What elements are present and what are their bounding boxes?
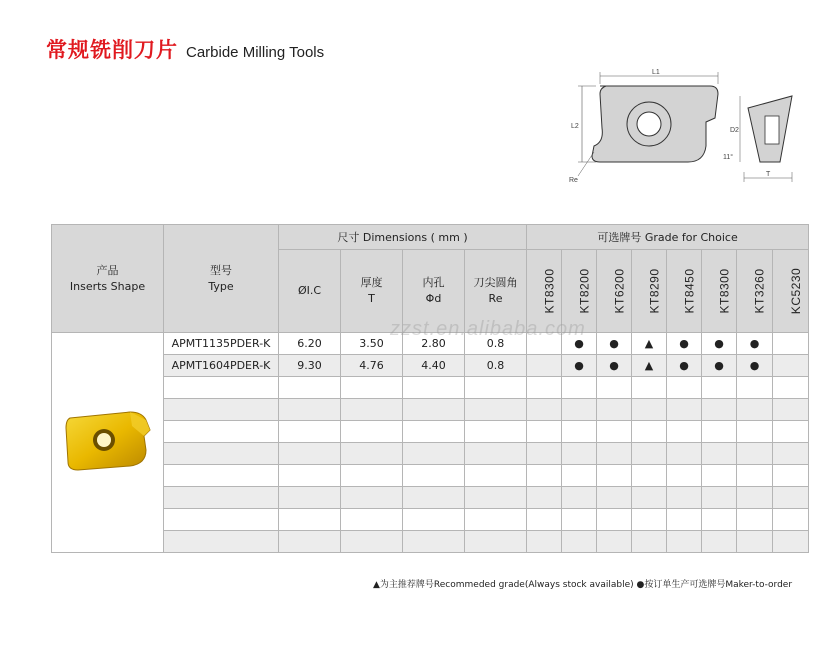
ic-cell: 6.20 [279, 333, 341, 355]
table-row [52, 333, 809, 355]
grade-legend-footnote: ▲为主推荐牌号Recommeded grade(Always stock available) ●按订单生产可选牌号Maker-to-order [373, 580, 793, 590]
thickness-cell: 4.76 [341, 355, 403, 377]
header-thickness: 厚度 T [341, 250, 403, 333]
grade-col-1: KT8300 [527, 250, 562, 333]
table-row [52, 355, 809, 377]
insert-shape-cell [52, 333, 164, 553]
type-cell: APMT1135PDER-K [164, 333, 279, 355]
grade-mark: ● [737, 333, 773, 355]
header-dimensions: 尺寸 Dimensions ( mm ) [279, 225, 527, 250]
label-t: T [766, 171, 771, 178]
label-l2: L2 [571, 123, 579, 130]
table-row-empty [52, 377, 809, 399]
grade-col-5: KT8450 [667, 250, 702, 333]
grade-mark [527, 333, 562, 355]
table-row-empty [52, 487, 809, 509]
grade-col-7: KT3260 [737, 250, 773, 333]
header-corner-radius: 刀尖圆角 Re [465, 250, 527, 333]
type-cell: APMT1604PDER-K [164, 355, 279, 377]
insert-technical-drawing [560, 66, 810, 196]
grade-mark: ● [562, 355, 597, 377]
spec-table [51, 224, 809, 553]
grade-mark [527, 355, 562, 377]
header-type: 型号 Type [164, 225, 279, 333]
header-ic: ØI.C [279, 250, 341, 333]
insert-side-view [723, 96, 792, 182]
grade-mark: ● [562, 333, 597, 355]
grade-col-6: KT8300 [702, 250, 737, 333]
table-row-empty [52, 531, 809, 553]
label-d2: D2 [730, 127, 739, 134]
grade-col-4: KT8290 [632, 250, 667, 333]
title-english: Carbide Milling Tools [186, 44, 325, 61]
bore-cell: 4.40 [403, 355, 465, 377]
title-chinese: 常规铣削刀片 [46, 38, 178, 62]
label-l1: L1 [652, 69, 660, 76]
insert-top-view [569, 69, 718, 184]
table-row-empty [52, 443, 809, 465]
radius-cell: 0.8 [465, 355, 527, 377]
watermark: zzst.en.alibaba.com [390, 318, 586, 340]
table-row-empty [52, 399, 809, 421]
bore-cell: 2.80 [403, 333, 465, 355]
thickness-cell: 3.50 [341, 333, 403, 355]
ic-cell: 9.30 [279, 355, 341, 377]
grade-mark: ● [702, 333, 737, 355]
grade-mark: ● [737, 355, 773, 377]
grade-mark: ● [702, 355, 737, 377]
grade-mark: ● [597, 333, 632, 355]
grade-mark: ▲ [632, 355, 667, 377]
table-row-empty [52, 465, 809, 487]
header-inserts-shape: 产品 Inserts Shape [52, 225, 164, 333]
grade-mark [773, 333, 809, 355]
grade-mark: ● [667, 355, 702, 377]
header-grade: 可选牌号 Grade for Choice [527, 225, 809, 250]
page-title [46, 34, 324, 64]
table-row-empty [52, 421, 809, 443]
grade-mark: ● [667, 333, 702, 355]
grade-mark: ▲ [632, 333, 667, 355]
grade-col-3: KT6200 [597, 250, 632, 333]
grade-mark [773, 355, 809, 377]
label-re: Re [569, 177, 578, 184]
insert-image-icon [60, 406, 156, 476]
table-row-empty [52, 509, 809, 531]
label-angle: 11° [723, 154, 734, 161]
grade-mark: ● [597, 355, 632, 377]
grade-col-8: KC5230 [773, 250, 809, 333]
grade-col-2: KT8200 [562, 250, 597, 333]
radius-cell: 0.8 [465, 333, 527, 355]
header-bore: 内孔 Φd [403, 250, 465, 333]
